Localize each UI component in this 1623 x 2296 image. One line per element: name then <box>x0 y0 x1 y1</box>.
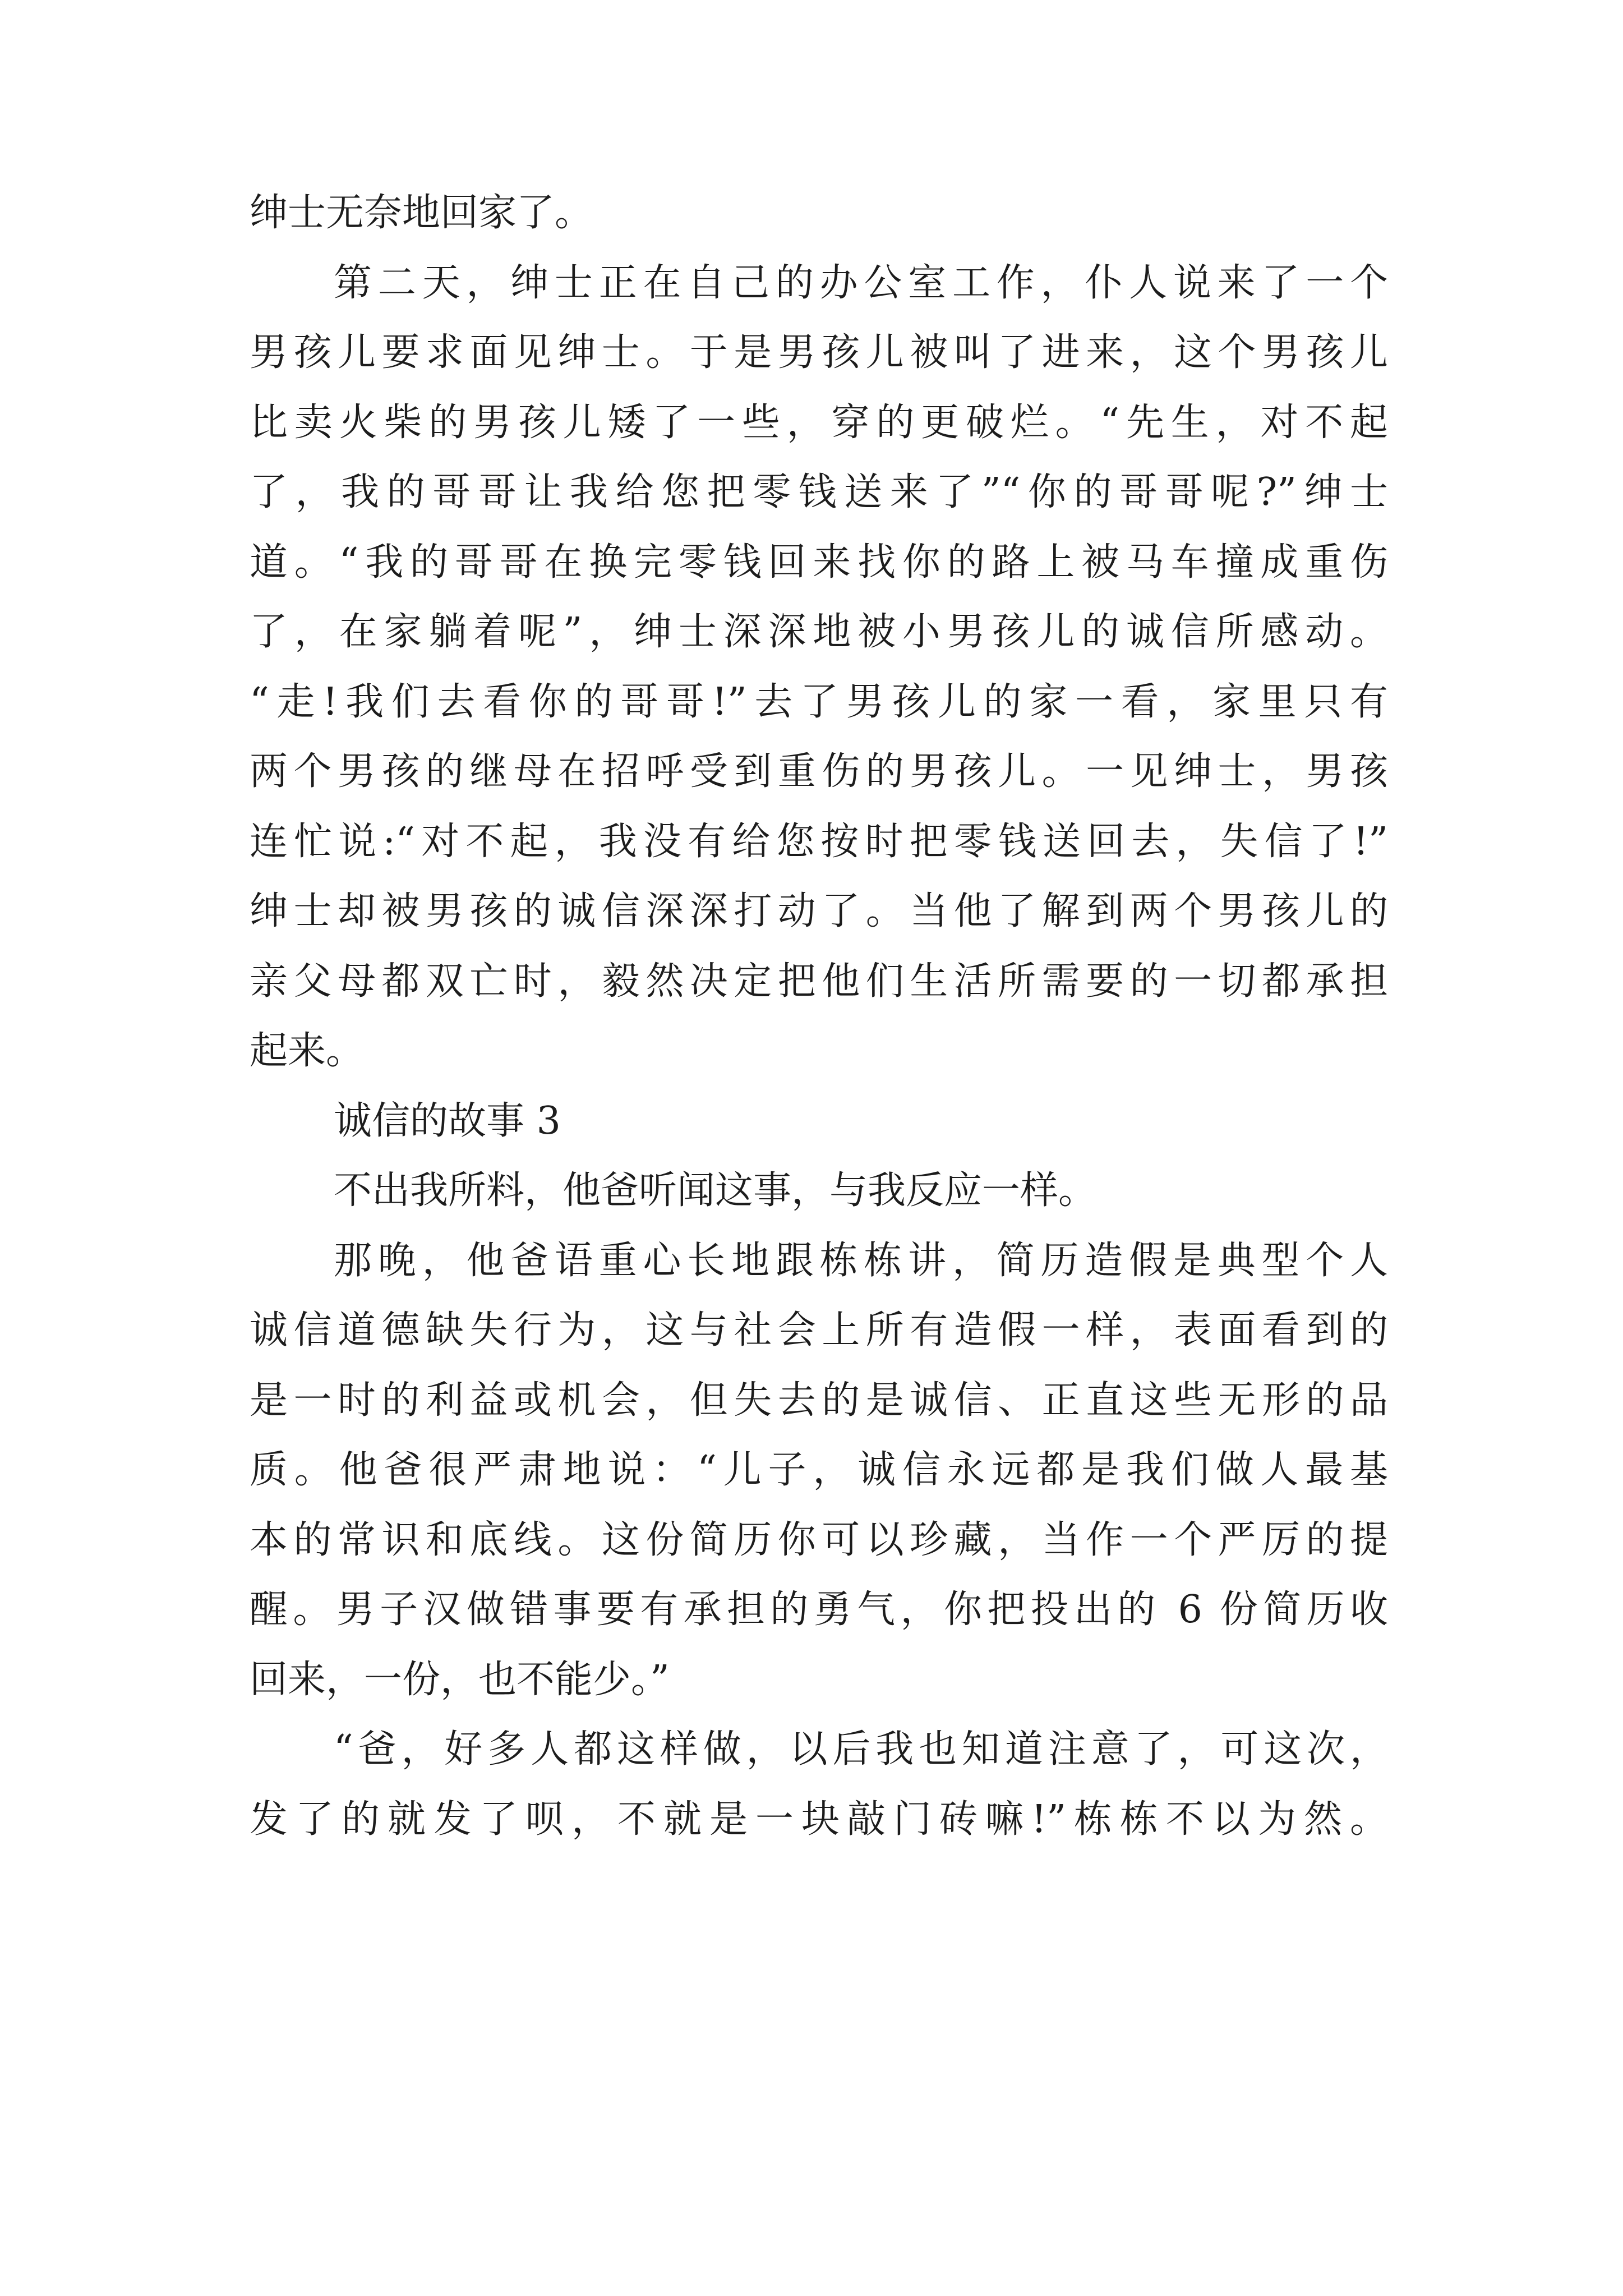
text-line: 回来，一份，也不能少。” <box>250 1657 670 1702</box>
text-line: 了，我的哥哥让我给您把零钱送来了”“你的哥哥呢?”绅士 <box>250 470 1388 514</box>
text-line: “走!我们去看你的哥哥!”去了男孩儿的家一看，家里只有 <box>250 679 1388 724</box>
text-line: 醒。男子汉做错事要有承担的勇气，你把投出的 6 份简历收 <box>250 1588 1388 1632</box>
text-line: 绅士无奈地回家了。 <box>250 191 593 235</box>
text-line: 道。“我的哥哥在换完零钱回来找你的路上被马车撞成重伤 <box>250 540 1388 585</box>
text-line: 亲父母都双亡时，毅然决定把他们生活所需要的一切都承担 <box>250 959 1388 1004</box>
text-line: 起来。 <box>250 1029 365 1073</box>
text-line: 第二天，绅士正在自己的办公室工作，仆人说来了一个 <box>334 260 1388 305</box>
text-line: “爸，好多人都这样做，以后我也知道注意了，可这次， <box>334 1727 1388 1772</box>
text-line: 比卖火柴的男孩儿矮了一些，穿的更破烂。“先生，对不起 <box>250 400 1388 445</box>
text-line: 不出我所料，他爸听闻这事，与我反应一样。 <box>334 1168 1097 1213</box>
text-line: 那晚，他爸语重心长地跟栋栋讲，简历造假是典型个人 <box>334 1238 1388 1283</box>
text-line: 质。他爸很严肃地说：“儿子，诚信永远都是我们做人最基 <box>250 1448 1388 1492</box>
text-line: 男孩儿要求面见绅士。于是男孩儿被叫了进来，这个男孩儿 <box>250 330 1388 375</box>
text-line: 是一时的利益或机会，但失去的是诚信、正直这些无形的品 <box>250 1378 1388 1423</box>
text-line: 两个男孩的继母在招呼受到重伤的男孩儿。一见绅士，男孩 <box>250 749 1388 794</box>
section-heading: 诚信的故事 3 <box>334 1098 561 1143</box>
text-line: 了，在家躺着呢”，绅士深深地被小男孩儿的诚信所感动。 <box>250 610 1388 654</box>
text-line: 诚信道德缺失行为，这与社会上所有造假一样，表面看到的 <box>250 1308 1388 1352</box>
text-line: 绅士却被男孩的诚信深深打动了。当他了解到两个男孩儿的 <box>250 889 1388 933</box>
text-line: 发了的就发了呗，不就是一块敲门砖嘛!”栋栋不以为然。 <box>250 1797 1388 1842</box>
text-line: 连忙说:“对不起，我没有给您按时把零钱送回去，失信了!” <box>250 819 1388 864</box>
text-line: 本的常识和底线。这份简历你可以珍藏，当作一个严厉的提 <box>250 1517 1388 1562</box>
document-body <box>250 178 1388 1855</box>
